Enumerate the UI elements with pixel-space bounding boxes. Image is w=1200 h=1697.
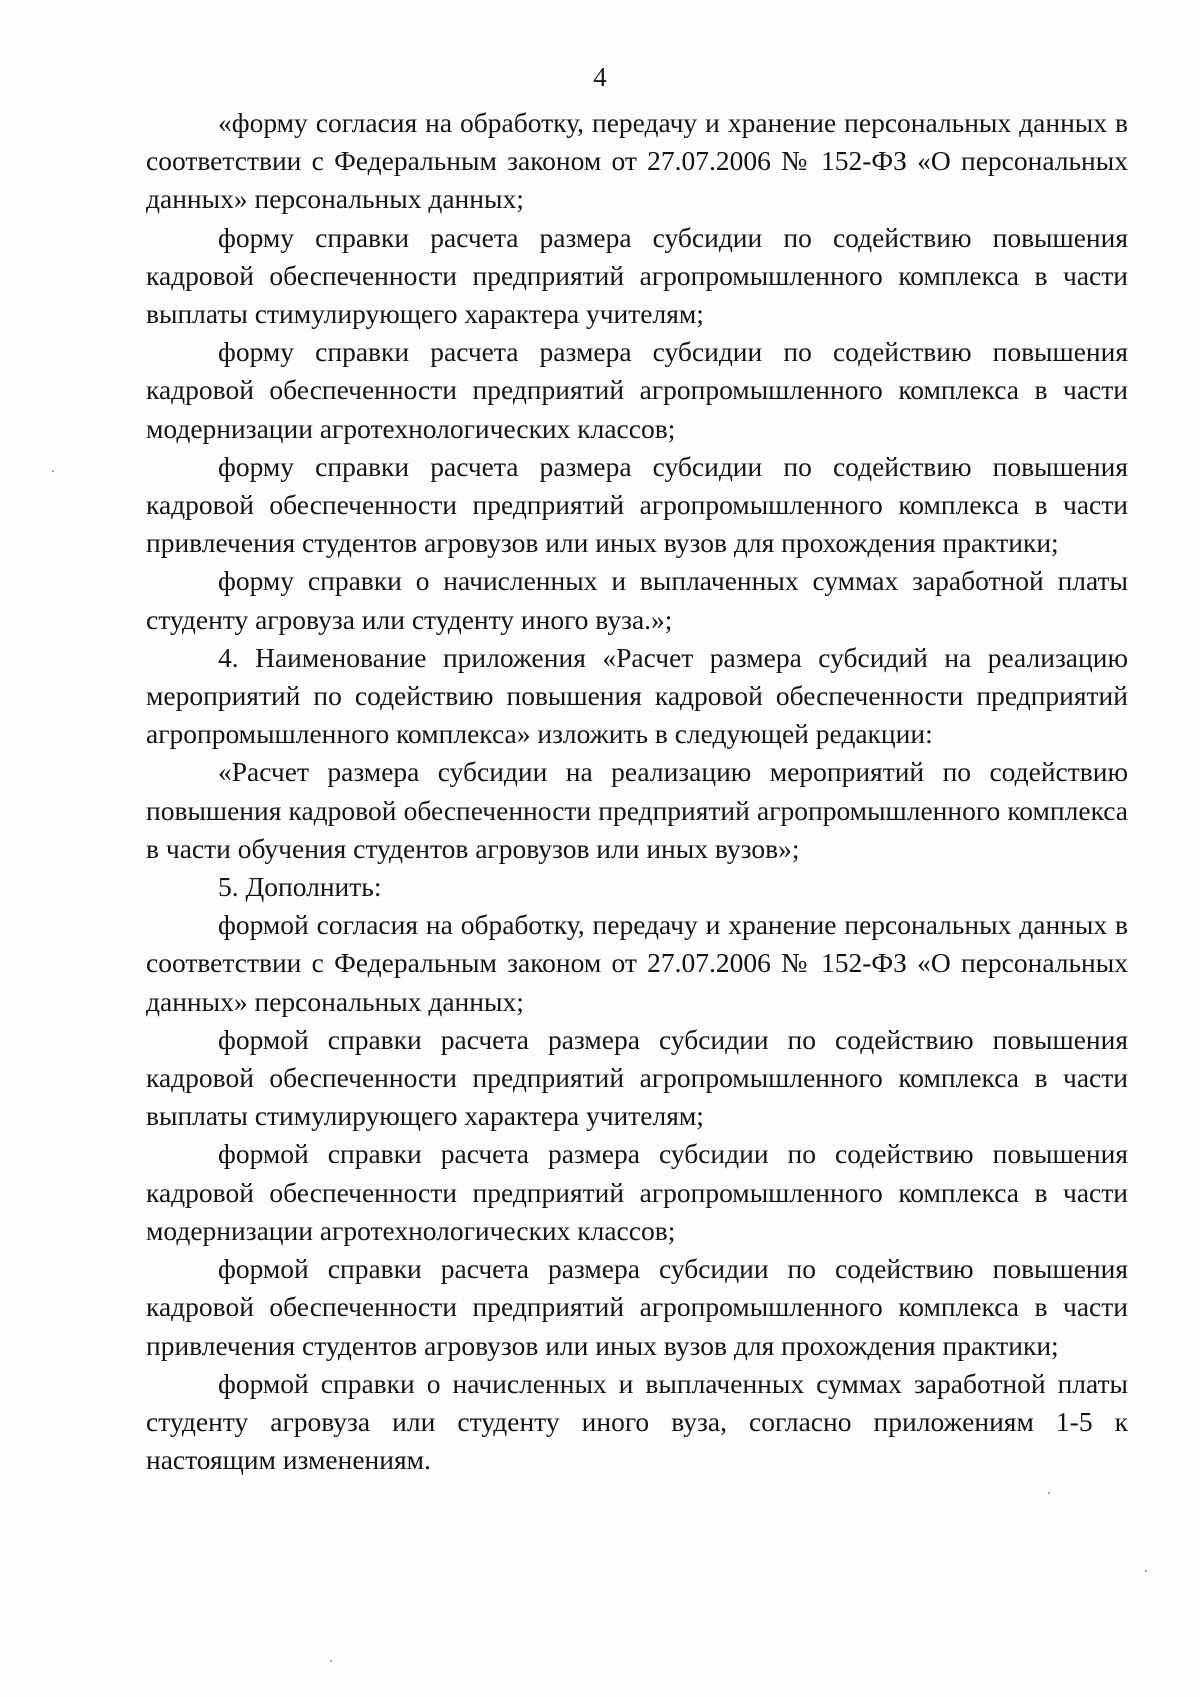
paragraph: 5. Дополнить: xyxy=(218,871,382,903)
paragraph: форму справки расчета размера субсидии по содействию повышения кадровой обеспеченности предприятий агропромышленного комплекса в части модернизации агротехнологических классов; xyxy=(146,336,1128,444)
paragraph: формой справки расчета размера субсидии по содействию повышения кадровой обеспеченности предприятий агропромышленного комплекса в части выплаты стимулирующего характера учителям; xyxy=(146,1023,1128,1132)
scan-speck xyxy=(52,470,54,472)
document-body xyxy=(146,104,1128,1479)
scan-speck xyxy=(330,1660,332,1662)
paragraph: «Расчет размера субсидии на реализацию мероприятий по содействию повышения кадровой обеспеченности предприятий агропромышленного комплекса в части обучения студентов агровузов или иных вузов»; xyxy=(146,756,1128,864)
paragraph: «форму согласия на обработку, передачу и хранение персональных данных в соответствии с Федеральным законом от 27.07.2006 № 152-ФЗ «О персональных данных» персональных данных; xyxy=(146,107,1128,215)
paragraph: формой справки расчета размера субсидии по содействию повышения кадровой обеспеченности предприятий агропромышленного комплекса в части привлечения студентов агровузов или иных вузов для прохождения практики; xyxy=(146,1253,1128,1361)
paragraph: форму справки о начисленных и выплаченных суммах заработной платы студенту агровуза или студенту иного вуза.»; xyxy=(146,565,1128,635)
paragraph: 4. Наименование приложения «Расчет размера субсидий на реализацию мероприятий по содействию повышения кадровой обеспеченности предприятий агропромышленного комплекса» изложить в следующей редакции: xyxy=(146,641,1128,750)
paragraph: формой справки расчета размера субсидии по содействию повышения кадровой обеспеченности предприятий агропромышленного комплекса в части модернизации агротехнологических классов; xyxy=(146,1138,1128,1246)
paragraph: форму справки расчета размера субсидии по содействию повышения кадровой обеспеченности предприятий агропромышленного комплекса в части выплаты стимулирующего характера учителям; xyxy=(146,221,1128,330)
paragraph: формой согласия на обработку, передачу и хранение персональных данных в соответствии с Федеральным законом от 27.07.2006 № 152-ФЗ «О персональных данных» персональных данных; xyxy=(146,909,1128,1017)
paragraph: формой справки о начисленных и выплаченных суммах заработной платы студенту агровуза или студенту иного вуза, согласно приложениям 1-5 к настоящим изменениям. xyxy=(146,1367,1128,1476)
page-number: 4 xyxy=(593,62,607,92)
scan-speck xyxy=(1048,1492,1050,1494)
paragraph: форму справки расчета размера субсидии по содействию повышения кадровой обеспеченности предприятий агропромышленного комплекса в части привлечения студентов агровузов или иных вузов для прохождения практики; xyxy=(146,450,1128,559)
scan-speck xyxy=(1145,1570,1147,1572)
